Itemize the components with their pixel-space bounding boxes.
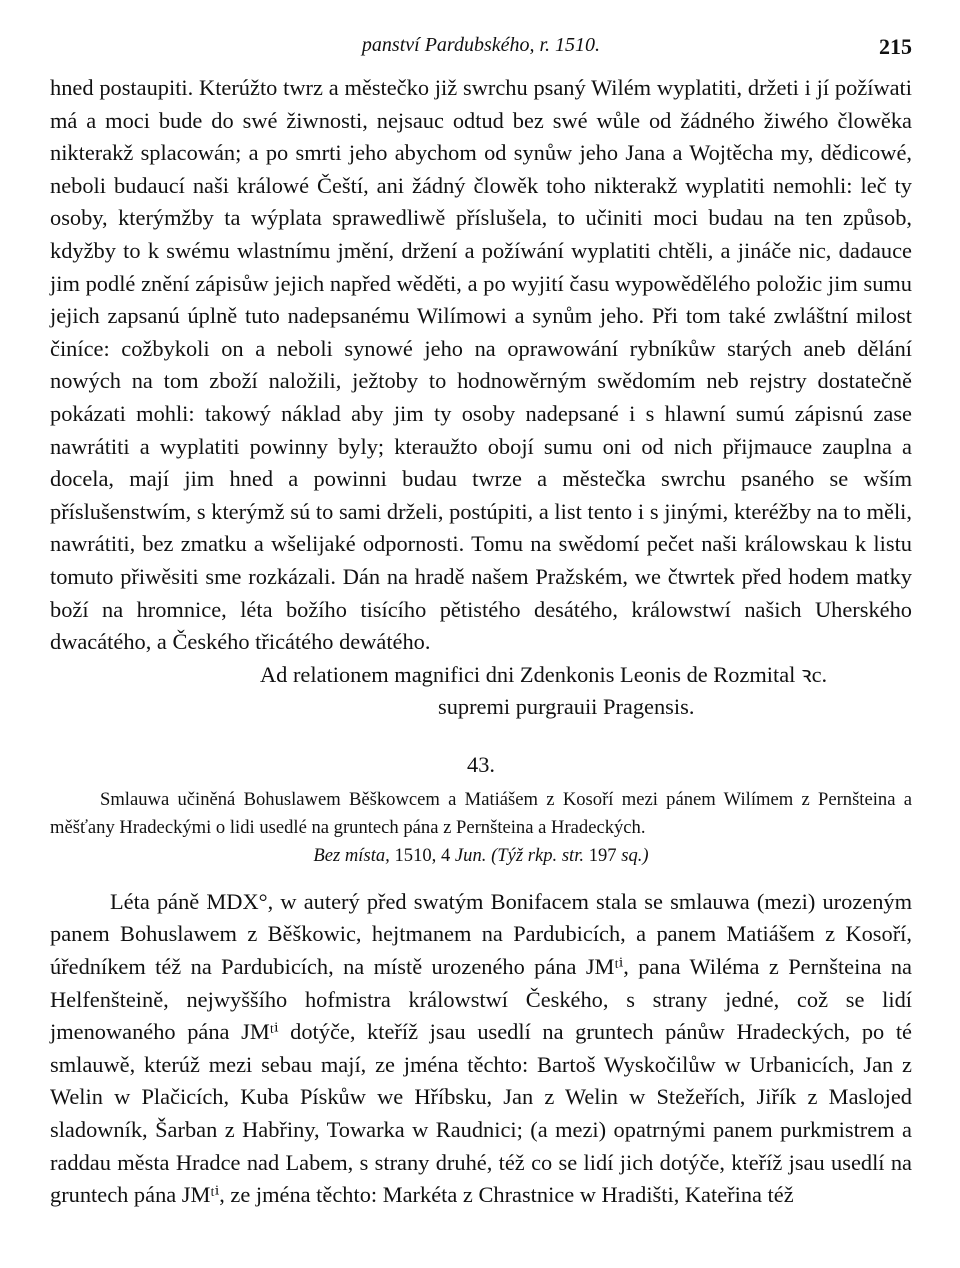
document-42-text: hned postaupiti. Kterúžto twrz a městečko již swrchu psaný Wilém wyplatiti, držeti i jí požíwati má a moci bude do swé žiwnosti, nejsauc odtud bez swé wůle od žádného žiwého člowěka nikterakž splacowán; a po smrti jeho abychom od synůw jeho Jana a Wojtěcha my, dědicowé, neboli budaucí naši králowé Čeští, ani žádný člowěk toho nikterakž wyplatiti nemohli: leč ty osoby, kterýmžby ta wýplata sprawedliwě příslušela, to učiniti moci budau na ten způsob, kdyžby to k swému wlastnímu jmění, držení a požíwání wyplatiti chtěli, a jináče nic, dadauce jim podlé znění zápisůw jejich napřed wěděti, a po wyjití času wypowědělého položic jim sumu jejich zapsanú úplně tuto nadepsanému Wilímowi a synům jeho. Při tom také zwláštní milost činíce: cožbykoli on a neboli synowé jeho na oprawowání rybníkůw starých aneb dělání nowých na tom zboží naložili, ježtoby to hodnowěrným swědomím neb rejstry dostatečně pokázati mohli: takowý náklad aby jim ty osoby nadepsané i s hlawní sumú zápisnú zase nawrátiti a wyplatiti powinny byly; kteraužto obojí sumu oni od nich přijmauce zauplna a docela, mají jim hned a powinni budau twrze a městečka swrchu psaného se wším příslušenstwím, s kterýmž sú to sami drželi, postúpiti, a list tento i s jinými, kteréžby na to měli, nawrátiti, bez zmatku a wšelijaké odpornosti. Tomu na swědomí pečet naši králowskau k listu tomuto přiwěsiti sme rozkázali. Dán na hradě našem Pražském, we čtwrtek před hodem matky boží na hromnice, léta božího tisícího pětistého desátého, králowstwí našich Uherského dwacátého, a Českého třicátého dewátého.: [50, 75, 912, 655]
source-date: 1510, 4: [394, 844, 451, 866]
document-regest: [50, 786, 912, 842]
page-header: [50, 32, 912, 72]
source-line: [50, 842, 912, 870]
document-43-body: Léta páně MDX°, w auterý před swatým Bonifacem stala se smlauwa (mezi) urozeným panem Bohuslawem z Běškowic, hejtmanem na Pardubicích, a panem Matiášem z Kosoří, úředníkem též na Pardubicích, na místě urozeného pána JMᵗⁱ, pana Wiléma z Pernšteina na Helfenšteině, nejwyššího hofmistra králowstwí Českého, s strany jedné, což se lidí jmenowaného pána JMᵗⁱ dotýče, kteříž jsau usedlí na gruntech pánůw Hradeckých, po té smlauwě, kterúž mezi sebau mají, ze jména těchto: Bartoš Wyskočilůw w Urbanicích, Jan z Welin w Plačicích, Kuba Pískůw we Hříbsku, Jan z Welin w Stežeřích, Jiřík z Maslojed sladowník, Šarban z Habřiny, Towarka w Raudnici; (a mezi) opatrnými panem purkmistrem a raddau města Hradce nad Labem, s strany druhé, též co se lidí jich dotýče, kteříž jsau usedlí na gruntech pána JMᵗⁱ, ze jména těchto: Markéta z Chrastnice w Hradišti, Kateřina též: [50, 888, 912, 1208]
source-ref: (Týž rkp. str.: [491, 844, 585, 866]
signature-line-2: supremi purgrauii Pragensis.: [438, 694, 695, 720]
source-sq: sq.): [621, 844, 649, 866]
page: [50, 32, 912, 1212]
signature-line-1: Ad relationem magnifici dni Zdenkonis Leonis de Rozmital ꝛc.: [260, 661, 828, 687]
source-place: Bez místa,: [313, 844, 390, 866]
running-title: panství Pardubského, r. 1510.: [361, 34, 601, 56]
document-43-text: [50, 886, 912, 1212]
source-month: Jun.: [454, 844, 487, 866]
page-number: 215: [879, 34, 912, 59]
regest-text: Smlauwa učiněná Bohuslawem Běškowcem a Matiášem z Kosoří mezi pánem Wilímem z Pernšteina a měšťany Hradeckými o lidi usedlé na gruntech pána z Pernšteina a Hradeckých.: [50, 788, 912, 838]
document-number: 43.: [467, 751, 495, 777]
source-page: 197: [588, 844, 617, 866]
